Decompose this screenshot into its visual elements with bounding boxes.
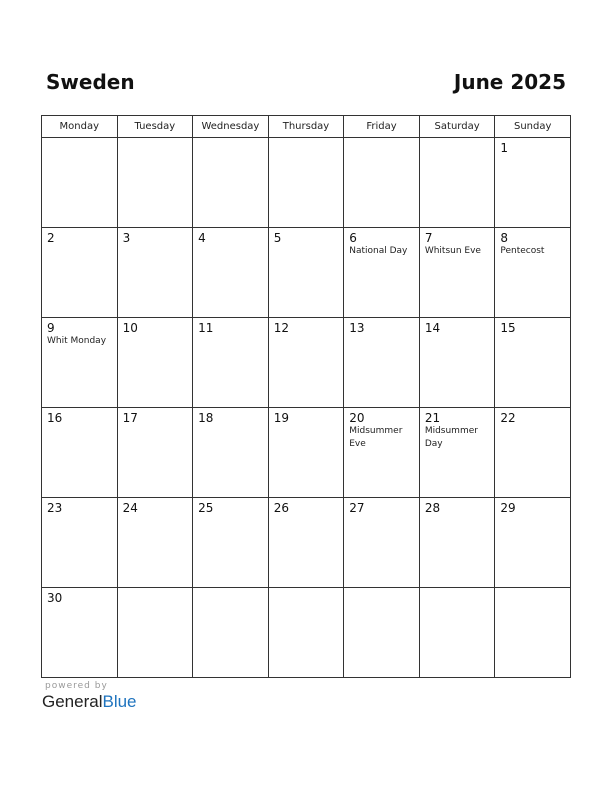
day-cell (117, 408, 193, 498)
holiday-label: Midsummer Day (424, 426, 478, 449)
day-number: 28 (424, 501, 441, 515)
holiday-label: Whitsun Eve (424, 246, 481, 256)
day-cell-content (118, 408, 193, 497)
day-number: 10 (122, 321, 138, 335)
day-number: 25 (198, 501, 214, 515)
day-cell-content (42, 138, 117, 227)
day-number: 24 (122, 501, 138, 515)
day-cell-content (269, 138, 344, 227)
week-row (42, 228, 571, 318)
weekday-header: Friday (344, 116, 420, 138)
day-cell-content (344, 138, 419, 227)
day-cell (344, 498, 420, 588)
day-number: 29 (500, 501, 516, 515)
day-cell (268, 408, 344, 498)
day-number: 7 (424, 231, 433, 245)
day-cell-content (193, 408, 268, 497)
day-number: 20 (349, 411, 365, 425)
branding (42, 681, 137, 713)
day-cell-content (193, 228, 268, 317)
day-cell-content (269, 588, 344, 677)
week-row (42, 498, 571, 588)
day-cell-content (42, 588, 117, 677)
weekday-header: Thursday (268, 116, 344, 138)
day-cell-content (42, 498, 117, 587)
day-cell-content (193, 138, 268, 227)
day-cell-content (118, 138, 193, 227)
day-number: 27 (349, 501, 365, 515)
day-number: 22 (500, 411, 516, 425)
day-number: 26 (273, 501, 289, 515)
day-cell-content (344, 228, 419, 317)
day-cell (344, 228, 420, 318)
powered-by-label: powered by (45, 681, 108, 691)
calendar-header (46, 70, 566, 100)
day-cell (42, 318, 118, 408)
day-cell-content (420, 228, 495, 317)
day-cell-content (495, 138, 570, 227)
day-number: 15 (500, 321, 516, 335)
day-cell (193, 408, 269, 498)
day-cell (117, 318, 193, 408)
day-number: 30 (47, 591, 63, 605)
day-number: 11 (198, 321, 214, 335)
day-cell (495, 228, 571, 318)
weekday-header: Tuesday (117, 116, 193, 138)
day-cell (344, 408, 420, 498)
brand-logo[interactable] (42, 691, 137, 713)
day-cell-content (495, 228, 570, 317)
day-cell (419, 318, 495, 408)
day-cell (193, 318, 269, 408)
week-row (42, 318, 571, 408)
day-number: 4 (198, 231, 206, 245)
day-cell-content (344, 498, 419, 587)
day-cell-content (495, 588, 570, 677)
day-cell-content (269, 318, 344, 407)
day-cell (268, 588, 344, 678)
day-cell (117, 138, 193, 228)
day-cell-content (118, 228, 193, 317)
day-cell (42, 498, 118, 588)
day-number: 14 (424, 321, 441, 335)
day-cell (419, 498, 495, 588)
day-cell (344, 588, 420, 678)
day-cell-content (193, 318, 268, 407)
day-number: 9 (47, 321, 55, 335)
day-number: 19 (273, 411, 289, 425)
day-number: 12 (273, 321, 289, 335)
week-row (42, 588, 571, 678)
brand-name-general: General (42, 692, 103, 711)
day-cell (42, 138, 118, 228)
calendar-body (42, 138, 571, 678)
day-number: 5 (273, 231, 282, 245)
day-cell-content (118, 318, 193, 407)
week-row (42, 408, 571, 498)
day-number: 1 (500, 141, 509, 155)
day-cell (419, 408, 495, 498)
day-cell (495, 138, 571, 228)
weekday-header: Wednesday (193, 116, 269, 138)
weekday-header: Sunday (495, 116, 571, 138)
day-cell (495, 318, 571, 408)
month-year-title: June 2025 (453, 70, 566, 94)
day-cell (419, 228, 495, 318)
day-cell (419, 138, 495, 228)
day-cell-content (118, 498, 193, 587)
day-number: 8 (500, 231, 509, 245)
day-cell-content (42, 408, 117, 497)
day-number: 23 (47, 501, 63, 515)
day-cell-content (344, 588, 419, 677)
day-number: 6 (349, 231, 357, 245)
day-number: 2 (47, 231, 55, 245)
week-row (42, 138, 571, 228)
day-cell (495, 408, 571, 498)
day-cell (42, 588, 118, 678)
weekday-header-row (42, 116, 571, 138)
day-cell (344, 318, 420, 408)
day-cell (117, 588, 193, 678)
day-cell-content (193, 588, 268, 677)
day-cell-content (193, 498, 268, 587)
day-cell (495, 498, 571, 588)
day-cell-content (269, 228, 344, 317)
day-cell (193, 228, 269, 318)
holiday-label: Midsummer Eve (349, 426, 403, 449)
day-cell (193, 138, 269, 228)
day-cell-content (118, 588, 193, 677)
holiday-label: Pentecost (500, 246, 545, 256)
day-cell (42, 228, 118, 318)
day-cell (42, 408, 118, 498)
day-number: 17 (122, 411, 138, 425)
day-cell (268, 318, 344, 408)
day-cell-content (344, 408, 419, 497)
day-number: 16 (47, 411, 63, 425)
day-cell-content (420, 588, 495, 677)
day-number: 13 (349, 321, 365, 335)
day-number: 3 (122, 231, 131, 245)
weekday-header: Saturday (419, 116, 495, 138)
day-cell-content (420, 138, 495, 227)
day-cell-content (42, 318, 117, 407)
country-title: Sweden (46, 70, 135, 94)
day-cell (117, 228, 193, 318)
holiday-label: National Day (349, 246, 408, 256)
day-cell-content (420, 498, 495, 587)
day-cell (117, 498, 193, 588)
day-cell-content (42, 228, 117, 317)
day-cell (193, 588, 269, 678)
day-number: 18 (198, 411, 214, 425)
day-cell-content (269, 408, 344, 497)
day-cell (268, 228, 344, 318)
day-cell (268, 498, 344, 588)
day-cell (268, 138, 344, 228)
day-cell (193, 498, 269, 588)
day-cell (495, 588, 571, 678)
calendar-grid (41, 115, 571, 678)
holiday-label: Whit Monday (47, 336, 107, 346)
day-cell-content (420, 318, 495, 407)
day-cell-content (495, 408, 570, 497)
day-cell (344, 138, 420, 228)
day-cell (419, 588, 495, 678)
day-cell-content (495, 318, 570, 407)
weekday-header: Monday (42, 116, 118, 138)
day-cell-content (495, 498, 570, 587)
day-cell-content (269, 498, 344, 587)
day-number: 21 (424, 411, 441, 425)
day-cell-content (344, 318, 419, 407)
day-cell-content (420, 408, 495, 497)
brand-name-blue: Blue (102, 692, 137, 711)
